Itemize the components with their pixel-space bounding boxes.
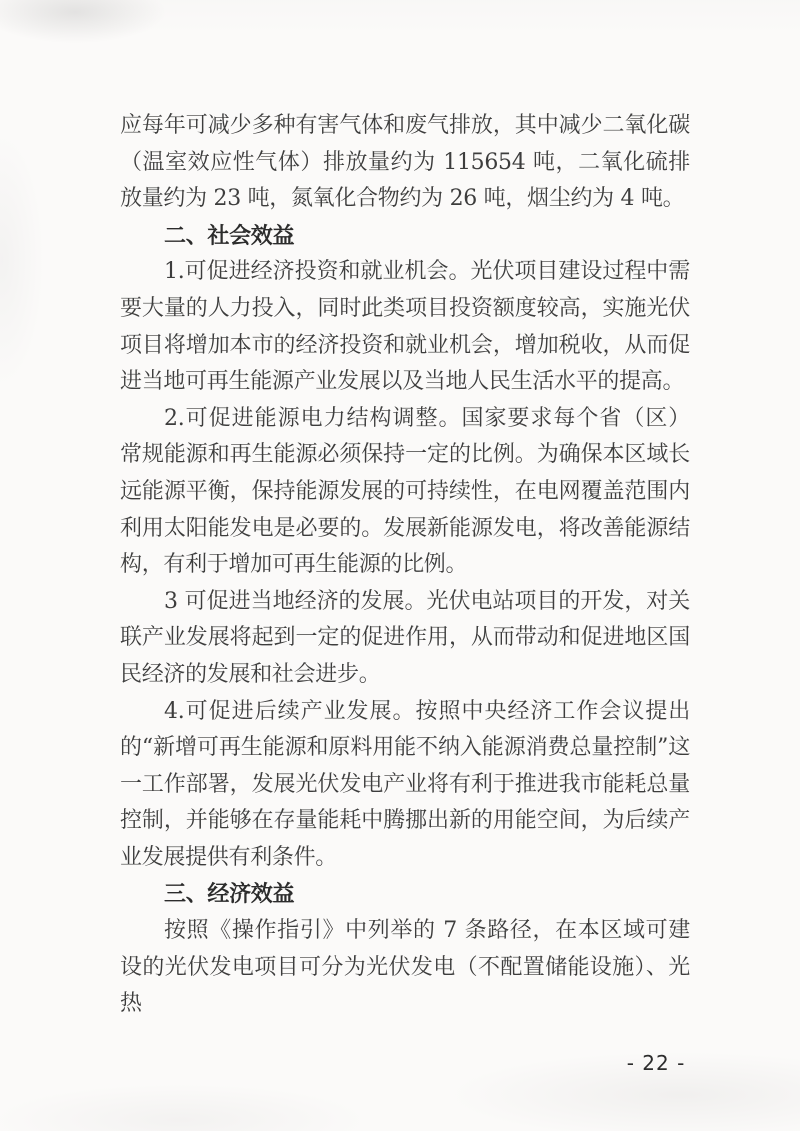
paragraph-emissions-continuation: 应每年可减少多种有害气体和废气排放，其中减少二氧化碳（温室效应性气体）排放量约为 115654 吨，二氧化硫排放量约为 23 吨，氮氧化合物约为 26 吨，烟尘约为 4 吨。 [120, 113, 690, 212]
paragraph-economic-intro: 按照《操作指引》中列举的 7 条路径，在本区域可建设的光伏发电项目可分为光伏发电（不配置储能设施）、光热 [120, 918, 690, 1017]
heading-economic-benefits: 三、经济效益 [164, 881, 295, 908]
heading-social-benefits: 二、社会效益 [164, 222, 295, 249]
paragraph-social-benefit-4: 4.可促进后续产业发展。按照中央经济工作会议提出的“新增可再生能源和原料用能不纳入能源消费总量控制”这一工作部署，发展光伏发电产业将有利于推进我市能耗总量控制，并能够在存量能耗中腾挪出新的用能空间，为后续产业发展提供有利条件。 [120, 698, 690, 870]
paragraph-social-benefit-2: 2.可促进能源电力结构调整。国家要求每个省（区） 常规能源和再生能源必须保持一定的比例。为确保本区域长远能源平衡，保持能源发展的可持续性，在电网覆盖范围内利用太阳能发电是必要的。发展新能源发电，将改善能源结构，有利于增加可再生能源的比例。 [120, 405, 690, 578]
page-number: - 22 - [626, 1051, 686, 1075]
paragraph-social-benefit-3: 3 可促进当地经济的发展。光伏电站项目的开发，对关联产业发展将起到一定的促进作用，从而带动和促进地区国民经济的发展和社会进步。 [120, 588, 690, 687]
document-body [120, 108, 690, 1023]
paragraph-social-benefit-1: 1.可促进经济投资和就业机会。光伏项目建设过程中需要大量的人力投入，同时此类项目投资额度较高，实施光伏项目将增加本市的经济投资和就业机会，增加税收，从而促进当地可再生能源产业发展以及当地人民生活水平的提高。 [120, 259, 690, 395]
